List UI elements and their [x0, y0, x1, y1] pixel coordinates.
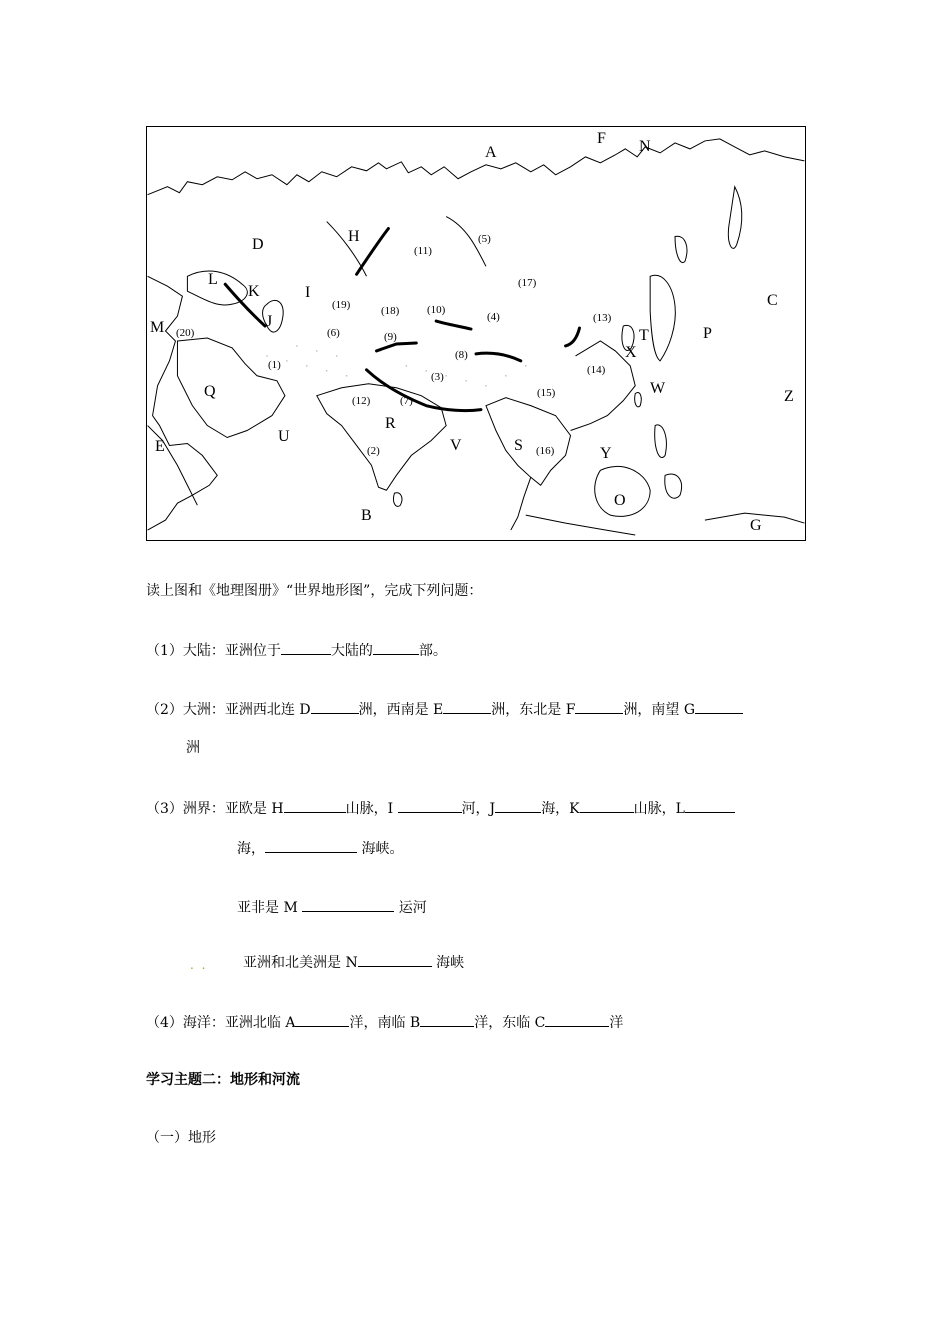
blank-1a[interactable] [281, 640, 331, 655]
label-P: P [703, 325, 712, 342]
num-4: (4) [487, 311, 500, 323]
question-2: （2）大洲：亚洲西北连 D 洲，西南是 E 洲，东北是 F 洲，南望 G [146, 699, 743, 720]
label-M: M [150, 319, 165, 336]
num-20: (20) [176, 327, 195, 339]
question-3: （3）洲界：亚欧是 H 山脉，I 河，J 海，K 山脉，L [146, 798, 735, 819]
blank-3-k[interactable] [580, 798, 634, 813]
blank-2-g[interactable] [695, 699, 743, 714]
num-19: (19) [332, 299, 351, 311]
question-2-continued: 洲 [186, 740, 200, 756]
num-15: (15) [537, 387, 556, 399]
num-6: (6) [327, 327, 340, 339]
blank-2-d[interactable] [311, 699, 359, 714]
num-1: (1) [268, 359, 281, 371]
num-9: (9) [384, 331, 397, 343]
num-5: (5) [478, 233, 491, 245]
question-4: （4）海洋：亚洲北临 A 洋，南临 B 洋，东临 C 洋 [146, 1012, 623, 1033]
blank-3-n[interactable] [358, 952, 432, 967]
blank-3-h[interactable] [284, 798, 346, 813]
label-B: B [361, 507, 372, 524]
question-3-asia-africa: 亚非是 M 运河 [237, 897, 427, 918]
blank-3-j[interactable] [495, 798, 541, 813]
num-11: (11) [414, 245, 432, 257]
num-10: (10) [427, 304, 446, 316]
label-S: S [514, 437, 523, 454]
intro-text: 读上图和《地理图册》“世界地形图”，完成下列问题： [146, 583, 483, 599]
label-Y: Y [600, 445, 612, 462]
blank-2-f[interactable] [575, 699, 623, 714]
label-C: C [767, 292, 778, 309]
label-I: I [305, 284, 311, 301]
blank-4-a[interactable] [295, 1012, 349, 1027]
label-Z: Z [784, 388, 794, 405]
num-18: (18) [381, 305, 400, 317]
label-G: G [750, 517, 762, 534]
num-2: (2) [367, 445, 380, 457]
label-J: J [266, 313, 273, 330]
blank-3-strait[interactable] [265, 838, 357, 853]
blank-3-l[interactable] [685, 798, 735, 813]
label-Q: Q [204, 383, 216, 400]
label-N: N [639, 138, 651, 155]
section-heading: 学习主题二：地形和河流 [146, 1072, 300, 1088]
decorative-dots: . . [190, 958, 208, 972]
num-3: (3) [431, 371, 444, 383]
num-7: (7) [400, 395, 413, 407]
label-A: A [485, 144, 497, 161]
label-D: D [252, 236, 264, 253]
num-17: (17) [518, 277, 537, 289]
label-T: T [639, 327, 649, 344]
num-13: (13) [593, 312, 612, 324]
asia-map [146, 126, 806, 541]
num-8: (8) [455, 349, 468, 361]
blank-2-e[interactable] [443, 699, 491, 714]
label-K: K [248, 283, 260, 300]
question-3-asia-namerica: 亚洲和北美洲是 N 海峡 [243, 952, 464, 973]
label-E: E [155, 438, 165, 455]
label-F: F [597, 130, 606, 147]
blank-3-i[interactable] [398, 798, 462, 813]
label-R: R [385, 415, 396, 432]
label-U: U [278, 428, 290, 445]
num-14: (14) [587, 364, 606, 376]
label-O: O [614, 492, 626, 509]
blank-4-b[interactable] [420, 1012, 474, 1027]
label-H: H [348, 228, 360, 245]
question-3-continued: 海， 海峡。 [237, 838, 403, 859]
blank-1b[interactable] [373, 640, 419, 655]
label-X: X [625, 344, 637, 361]
blank-3-m[interactable] [302, 897, 394, 912]
label-V: V [450, 437, 462, 454]
num-12: (12) [352, 395, 371, 407]
label-L: L [208, 271, 218, 288]
blank-4-c[interactable] [545, 1012, 609, 1027]
num-16: (16) [536, 445, 555, 457]
subsection-heading: （一）地形 [146, 1130, 216, 1146]
question-1: （1）大陆：亚洲位于 大陆的 部。 [146, 640, 447, 661]
label-W: W [650, 380, 666, 397]
